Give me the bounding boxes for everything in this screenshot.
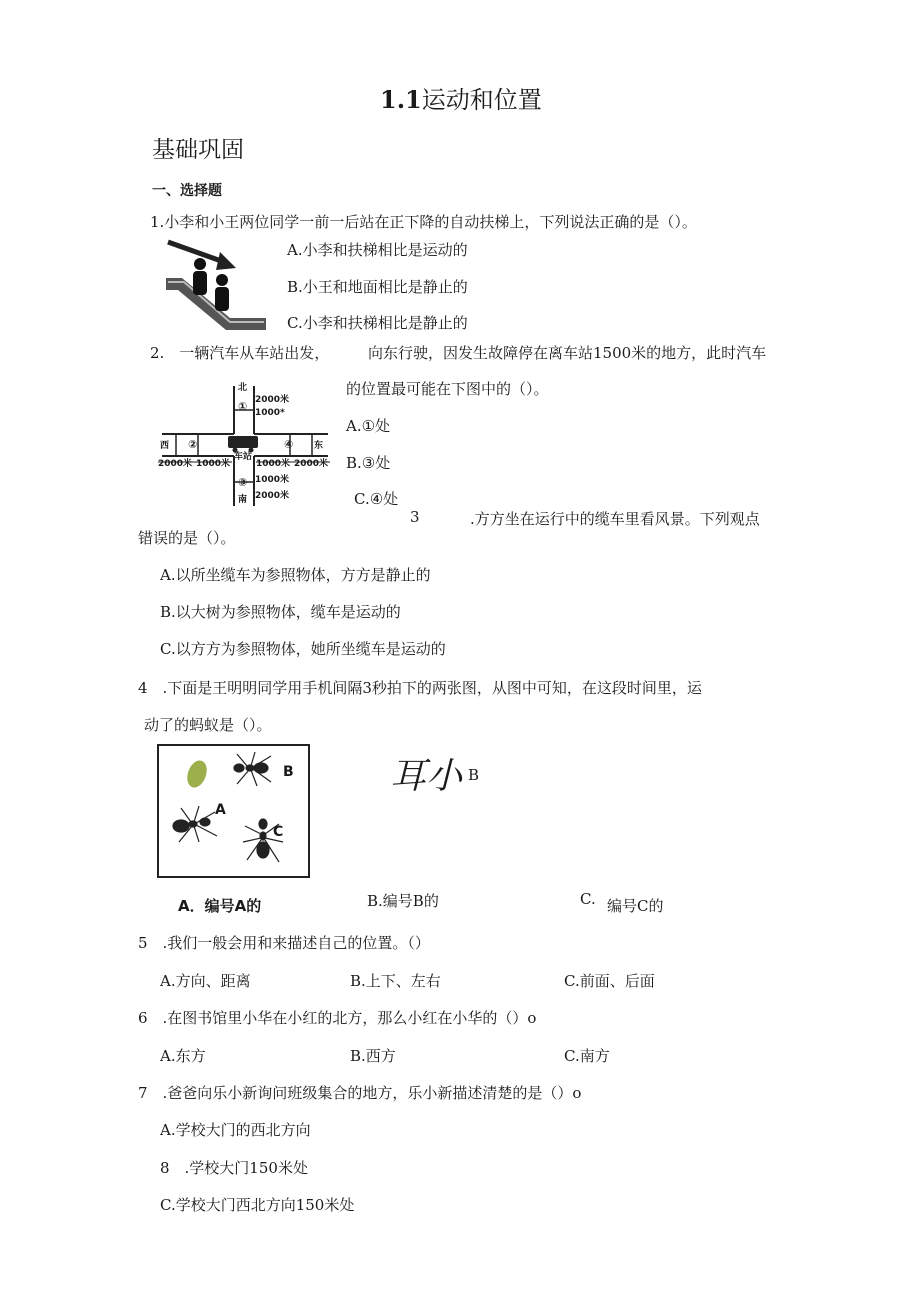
q3-option-c: C.以方方为参照物体，她所坐缆车是运动的 bbox=[160, 640, 446, 658]
q4-option-a: A．编号A的 bbox=[178, 897, 262, 915]
map-d2000-west: 2000米 bbox=[158, 459, 193, 469]
title-text: 运动和位置 bbox=[421, 86, 542, 114]
map-east: 东 bbox=[314, 441, 324, 451]
person-1-head bbox=[194, 258, 206, 270]
garbled-b: B bbox=[468, 766, 480, 784]
map-d2000-east: 2000米 bbox=[294, 459, 329, 469]
q6-option-c: C.南方 bbox=[564, 1047, 610, 1065]
part-heading: 一、选择题 bbox=[152, 183, 222, 199]
q5-option-c: C.前面、后面 bbox=[564, 972, 655, 990]
q3-option-b: B.以大树为参照物体，缆车是运动的 bbox=[160, 603, 401, 621]
garbled-glyphs: 耳小 bbox=[390, 756, 463, 797]
ant-a-icon bbox=[173, 806, 217, 842]
map-west: 西 bbox=[160, 441, 170, 451]
map-label-2: ② bbox=[188, 438, 198, 451]
road-map-lines bbox=[158, 378, 338, 510]
map-d1000-south: 1000米 bbox=[255, 475, 290, 485]
q1-option-a: A.小李和扶梯相比是运动的 bbox=[287, 241, 468, 259]
map-d1000-north: 1000* bbox=[255, 408, 285, 418]
q3-stem-2: 错误的是（）。 bbox=[138, 529, 236, 547]
map-north: 北 bbox=[238, 383, 248, 393]
q1-stem: 1.小李和小王两位同学一前一后站在正下降的自动扶梯上，下列说法正确的是（）。 bbox=[150, 213, 697, 231]
q2-stem-3: 的位置最可能在下图中的（）。 bbox=[346, 380, 549, 398]
q5-stem: 5 .我们一般会用和来描述自己的位置。（） bbox=[138, 934, 430, 952]
map-label-4: ④ bbox=[284, 438, 294, 451]
q3-stem: .方方坐在运行中的缆车里看风景。下列观点 bbox=[470, 510, 760, 528]
map-d2000-south: 2000米 bbox=[255, 491, 290, 501]
ant-label-c: C bbox=[273, 824, 284, 840]
ant-b-icon bbox=[234, 752, 271, 786]
map-d1000-west: 1000米 bbox=[196, 459, 231, 469]
q7-stem: 7 .爸爸向乐小新询问班级集合的地方，乐小新描述清楚的是（）o bbox=[138, 1084, 582, 1102]
escalator-arrow-head bbox=[216, 252, 236, 270]
title-number: 1.1 bbox=[380, 85, 422, 114]
q2-option-b: B.③处 bbox=[346, 454, 391, 472]
q2-stem-2: 向东行驶，因发生故障停在离车站1500米的地方，此时汽车 bbox=[368, 344, 767, 362]
q5-option-b: B.上下、左右 bbox=[350, 972, 441, 990]
person-1-body bbox=[193, 271, 207, 295]
q7-option-b: 8 .学校大门150米处 bbox=[160, 1159, 308, 1177]
q7-option-c: C.学校大门西北方向150米处 bbox=[160, 1196, 355, 1214]
q6-option-b: B.西方 bbox=[350, 1047, 396, 1065]
q1-option-b: B.小王和地面相比是静止的 bbox=[287, 278, 468, 296]
escalator-image bbox=[162, 238, 270, 334]
q4-option-b: B.编号B的 bbox=[367, 892, 439, 910]
q3-number: 3 bbox=[410, 508, 420, 526]
person-2-head bbox=[216, 274, 228, 286]
q4-option-c-prefix: C. bbox=[580, 890, 596, 908]
escalator-arrow-line bbox=[168, 242, 224, 262]
ant-label-a: A bbox=[215, 802, 226, 818]
leaf-icon bbox=[184, 758, 210, 790]
map-station: 车站 bbox=[234, 452, 253, 462]
q4-stem-2: 动了的蚂蚁是（）。 bbox=[144, 716, 272, 734]
ant-label-b: B bbox=[283, 764, 294, 780]
map-d2000-north: 2000米 bbox=[255, 395, 290, 405]
q2-option-c: C.④处 bbox=[354, 490, 399, 508]
section-heading: 基础巩固 bbox=[152, 137, 244, 163]
ants-photo bbox=[157, 744, 310, 878]
q6-option-a: A.东方 bbox=[160, 1047, 206, 1065]
q5-option-a: A.方向、距离 bbox=[160, 972, 251, 990]
q6-stem: 6 .在图书馆里小华在小红的北方，那么小红在小华的（）o bbox=[138, 1009, 537, 1027]
map-label-3: ③ bbox=[238, 476, 248, 489]
map-label-1: ① bbox=[238, 400, 248, 413]
q7-option-a: A.学校大门的西北方向 bbox=[160, 1121, 311, 1139]
q2-option-a: A.①处 bbox=[346, 417, 391, 435]
bus-icon bbox=[228, 436, 258, 448]
q4-option-c: 编号C的 bbox=[607, 897, 664, 915]
q2-stem-1: 2. 一辆汽车从车站出发， bbox=[150, 344, 330, 362]
q1-option-c: C.小李和扶梯相比是静止的 bbox=[287, 314, 468, 332]
q4-stem-1: 4 .下面是王明明同学用手机间隔3秒拍下的两张图，从图中可知，在这段时间里，运 bbox=[138, 679, 702, 697]
q3-option-a: A.以所坐缆车为参照物体，方方是静止的 bbox=[160, 566, 431, 584]
map-d1000-east: 1000米 bbox=[256, 459, 291, 469]
page-title bbox=[380, 80, 542, 115]
road-map-diagram bbox=[158, 378, 338, 510]
person-2-body bbox=[215, 287, 229, 311]
map-south: 南 bbox=[238, 495, 248, 505]
